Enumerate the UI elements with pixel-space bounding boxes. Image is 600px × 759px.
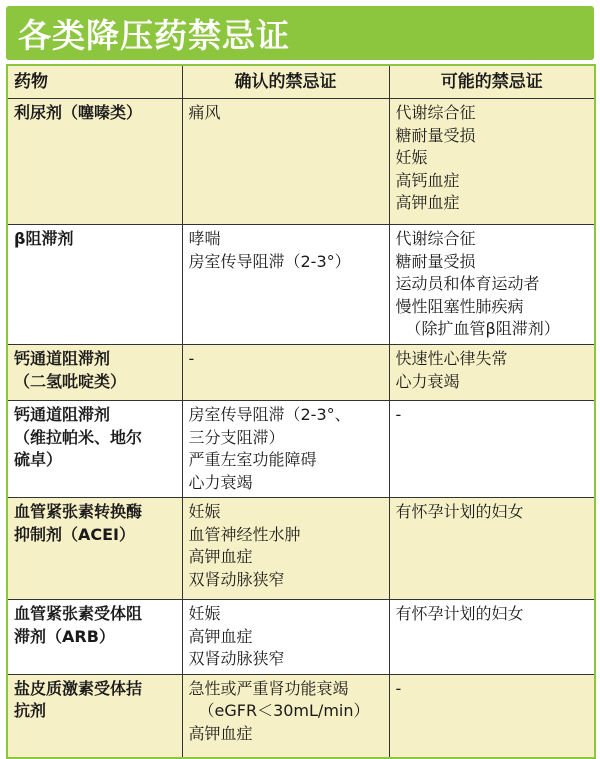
table-row xyxy=(7,99,595,225)
table-row xyxy=(7,401,595,498)
header-drug: 药物 xyxy=(7,65,182,99)
possible-cell xyxy=(389,99,595,225)
possible-line: 高钙血症 xyxy=(395,170,460,190)
table-row xyxy=(7,674,595,758)
drug-cell xyxy=(7,498,182,600)
possible-line: 代谢综合征 xyxy=(395,229,476,248)
confirmed-cell xyxy=(182,99,389,225)
title-banner xyxy=(6,6,594,60)
confirmed-cell xyxy=(182,498,389,600)
possible-line: 有怀孕计划的妇女 xyxy=(395,604,524,623)
confirmed-line: 哮喘 xyxy=(188,229,221,248)
possible-line: 糖耐量受损 xyxy=(395,125,476,145)
drug-line: 滞剂（ARB） xyxy=(14,626,115,646)
drug-cell xyxy=(7,401,182,498)
confirmed-line: 高钾血症 xyxy=(188,626,253,646)
confirmed-cell xyxy=(182,600,389,675)
confirmed-line: 急性或严重肾功能衰竭 xyxy=(188,678,349,698)
drug-line: 利尿剂（噻嗪类） xyxy=(14,103,143,122)
possible-cell xyxy=(389,225,595,345)
drug-cell xyxy=(7,345,182,401)
possible-cell xyxy=(389,401,595,498)
drug-line: 硫卓） xyxy=(14,450,63,469)
possible-line: 慢性阻塞性肺疾病 xyxy=(395,296,524,316)
confirmed-cell xyxy=(182,674,389,758)
confirmed-line: 严重左室功能障碍 xyxy=(188,450,317,469)
confirmed-line: 房室传导阻滞（2-3°、 xyxy=(188,405,351,424)
table-row xyxy=(7,345,595,401)
confirmed-line: 妊娠 xyxy=(188,604,221,623)
drug-line: 钙通道阻滞剂 xyxy=(14,349,111,368)
drug-line: 抑制剂（ACEI） xyxy=(14,524,136,544)
drug-line: 血管紧张素转换酶 xyxy=(14,502,143,521)
drug-line: 钙通道阻滞剂 xyxy=(14,405,111,424)
possible-line: 快速性心律失常 xyxy=(395,349,508,368)
table-header-row xyxy=(7,65,595,99)
table-row xyxy=(7,498,595,600)
confirmed-line: 心力衰竭 xyxy=(188,472,253,492)
drug-line: （维拉帕米、地尔 xyxy=(14,427,143,447)
drug-cell xyxy=(7,225,182,345)
possible-line: 运动员和体育运动者 xyxy=(395,274,540,293)
table-row xyxy=(7,225,595,345)
confirmed-cell xyxy=(182,225,389,345)
drug-cell xyxy=(7,99,182,225)
confirmed-line: 妊娠 xyxy=(188,502,221,521)
possible-cell xyxy=(389,345,595,401)
possible-line: 妊娠 xyxy=(395,148,428,167)
confirmed-line: （eGFR＜30mL/min） xyxy=(198,701,370,720)
possible-line: 高钾血症 xyxy=(395,193,460,212)
confirmed-line: 房室传导阻滞（2-3°） xyxy=(188,251,351,271)
header-possible: 可能的禁忌证 xyxy=(389,65,595,99)
confirmed-line: 高钾血症 xyxy=(188,723,253,743)
possible-line: 心力衰竭 xyxy=(395,371,460,391)
possible-line: 糖耐量受损 xyxy=(395,251,476,271)
possible-cell xyxy=(389,674,595,758)
page-title: 各类降压药禁忌证 xyxy=(18,15,290,55)
drug-cell xyxy=(7,674,182,758)
confirmed-line: 高钾血症 xyxy=(188,547,253,566)
drug-cell xyxy=(7,600,182,675)
drug-line: 血管紧张素受体阻 xyxy=(14,604,143,623)
drug-line: 盐皮质激素受体拮 xyxy=(14,678,143,698)
possible-cell xyxy=(389,600,595,675)
confirmed-cell xyxy=(182,401,389,498)
confirmed-line: 双肾动脉狭窄 xyxy=(188,569,285,589)
drug-line: （二氢吡啶类） xyxy=(14,371,127,391)
drug-line: 抗剂 xyxy=(14,701,47,720)
possible-line: 代谢综合征 xyxy=(395,103,476,122)
confirmed-line: 双肾动脉狭窄 xyxy=(188,649,285,668)
possible-line: （除扩血管β阻滞剂） xyxy=(405,319,560,338)
possible-line: - xyxy=(395,678,402,698)
possible-cell xyxy=(389,498,595,600)
confirmed-line: - xyxy=(188,349,195,368)
confirmed-cell xyxy=(182,345,389,401)
contraindication-table xyxy=(6,64,596,759)
confirmed-line: 痛风 xyxy=(188,103,221,122)
header-confirmed: 确认的禁忌证 xyxy=(182,65,389,99)
drug-line: β阻滞剂 xyxy=(14,229,74,248)
possible-line: - xyxy=(395,405,402,424)
confirmed-line: 血管神经性水肿 xyxy=(188,524,301,544)
possible-line: 有怀孕计划的妇女 xyxy=(395,502,524,521)
table-row xyxy=(7,600,595,675)
confirmed-line: 三分支阻滞） xyxy=(188,427,285,447)
